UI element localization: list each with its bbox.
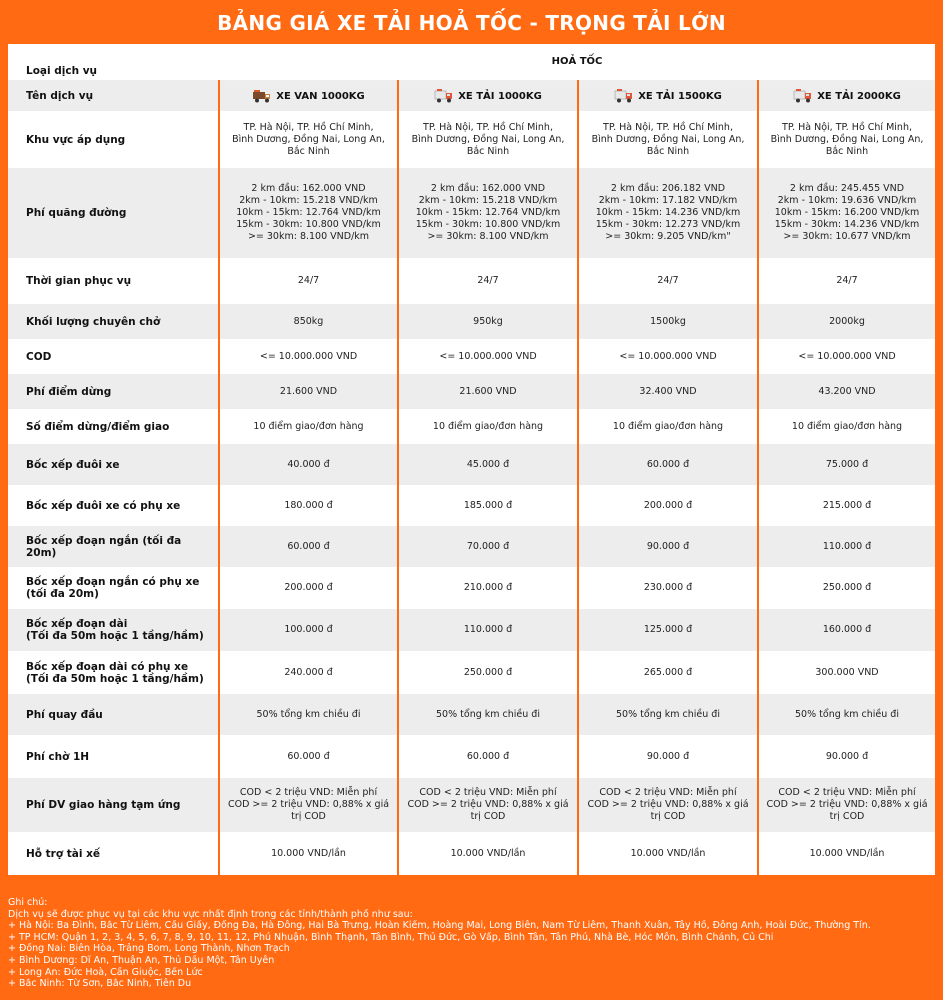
price-cell <box>219 609 398 651</box>
truck-icon <box>793 88 813 104</box>
price-cell <box>758 485 935 526</box>
row-label-line: Bốc xếp đuôi xe <box>26 458 120 471</box>
table-row <box>8 258 935 304</box>
price-cell <box>578 444 758 485</box>
price-cell-line: <= 10.000.000 VND <box>259 350 358 362</box>
price-cell <box>219 694 398 735</box>
row-label <box>8 778 219 832</box>
price-cell-line: 60.000 đ <box>466 750 510 762</box>
row-label <box>8 526 219 567</box>
price-cell-line: TP. Hà Nội, TP. Hồ Chí Minh, <box>603 121 733 133</box>
price-cell <box>578 735 758 778</box>
price-cell-line: 10km - 15km: 14.236 VND/km <box>595 207 741 218</box>
price-cell <box>219 567 398 609</box>
price-cell-line: 90.000 đ <box>646 540 690 552</box>
price-cell-line: Bắc Ninh <box>646 145 690 157</box>
price-cell-line: Bắc Ninh <box>287 145 330 157</box>
note-line: + Bắc Ninh: Từ Sơn, Bắc Ninh, Tiên Du <box>8 978 192 990</box>
row-label <box>8 304 219 339</box>
price-cell-line: 24/7 <box>297 275 320 286</box>
price-cell-line: 1500kg <box>650 315 686 327</box>
price-cell <box>219 444 398 485</box>
price-cell-line: Bắc Ninh <box>466 145 510 157</box>
price-cell-line: 250.000 đ <box>822 582 872 593</box>
price-cell <box>758 526 935 567</box>
price-cell <box>758 339 935 374</box>
row-label <box>8 258 219 304</box>
service-type-label: Loại dịch vụ <box>8 44 219 80</box>
price-cell <box>758 374 935 409</box>
table-row <box>8 409 935 444</box>
note-line: + Đồng Nai: Biên Hòa, Trảng Bom, Long Thành, Nhơn Trạch <box>8 943 290 955</box>
price-cell-line: 850kg <box>293 315 324 327</box>
service-name-1 <box>219 80 398 111</box>
price-cell-line: 2 km đầu: 162.000 VND <box>251 183 366 194</box>
price-cell-line: COD >= 2 triệu VND: 0,88% x giá trị COD <box>587 799 749 822</box>
price-cell-line: 70.000 đ <box>466 540 510 552</box>
price-cell <box>398 832 578 875</box>
price-cell-line: 32.400 VND <box>639 385 697 397</box>
price-cell <box>758 778 935 832</box>
price-cell-line: 200.000 đ <box>284 582 333 593</box>
price-cell-line: 10km - 15km: 12.764 VND/km <box>236 207 381 218</box>
price-cell <box>758 832 935 875</box>
price-cell <box>578 304 758 339</box>
price-cell <box>219 339 398 374</box>
notes-title: Ghi chú: <box>8 897 48 908</box>
price-cell-line: 60.000 đ <box>646 458 690 470</box>
row-label-line: Phí điểm dừng <box>26 385 112 398</box>
price-cell-line: 160.000 đ <box>822 624 872 635</box>
service-name-text: XE VAN 1000KG <box>276 90 365 102</box>
price-cell-line: 10 điểm giao/đơn hàng <box>253 420 364 432</box>
row-label-line: Bốc xếp đoạn ngắn có phụ xe <box>26 576 200 588</box>
table-row <box>8 304 935 339</box>
price-cell <box>758 444 935 485</box>
price-cell-line: 40.000 đ <box>287 458 330 470</box>
service-name-text: XE TẢI 2000KG <box>817 90 901 102</box>
price-cell <box>219 485 398 526</box>
row-label-line: Bốc xếp đoạn ngắn (tối đa 20m) <box>26 534 182 559</box>
row-label-line: Bốc xếp đuôi xe có phụ xe <box>26 499 181 512</box>
price-cell-line: 45.000 đ <box>466 458 510 470</box>
table-row <box>8 567 935 609</box>
price-cell-line: 250.000 đ <box>463 666 513 678</box>
row-label-line: Khu vực áp dụng <box>26 133 126 146</box>
price-cell <box>219 111 398 168</box>
row-label <box>8 339 219 374</box>
row-label-line: Bốc xếp đoạn dài <box>26 618 128 630</box>
price-cell <box>398 694 578 735</box>
price-cell <box>398 374 578 409</box>
price-cell-line: TP. Hà Nội, TP. Hồ Chí Minh, <box>423 121 553 133</box>
row-label-line: Phí quãng đường <box>26 207 127 219</box>
price-cell-line: 10.000 VND/lần <box>809 847 885 859</box>
price-cell-line: <= 10.000.000 VND <box>619 350 717 362</box>
price-cell-line: 60.000 đ <box>287 540 330 552</box>
row-label <box>8 735 219 778</box>
price-cell-line: 2 km đầu: 162.000 VND <box>430 183 546 194</box>
price-cell <box>219 168 398 258</box>
row-label-line: Phí chờ 1H <box>26 750 90 763</box>
row-label <box>8 111 219 168</box>
price-cell-line: COD >= 2 triệu VND: 0,88% x giá trị COD <box>227 799 390 822</box>
service-name-4 <box>758 80 935 111</box>
note-line: Dịch vụ sẽ được phục vụ tại các khu vực nhất định trong các tỉnh/thành phố như sau: <box>8 908 413 920</box>
price-cell <box>578 526 758 567</box>
price-cell <box>398 485 578 526</box>
header-row-service-name <box>8 80 935 111</box>
price-cell <box>219 778 398 832</box>
price-cell-line: 21.600 VND <box>459 385 517 397</box>
table-row <box>8 609 935 651</box>
price-cell <box>758 651 935 694</box>
price-cell <box>398 526 578 567</box>
price-cell-line: 100.000 đ <box>284 624 333 635</box>
price-cell-line: 10.000 VND/lần <box>271 847 346 859</box>
price-cell-line: 10.000 VND/lần <box>450 847 526 859</box>
price-cell <box>398 567 578 609</box>
price-cell-line: COD < 2 triệu VND: Miễn phí <box>599 787 737 798</box>
row-label-line: COD <box>26 350 52 363</box>
row-label-line: Phí quay đầu <box>26 708 103 721</box>
price-cell <box>398 651 578 694</box>
price-cell <box>758 111 935 168</box>
price-cell <box>758 609 935 651</box>
price-cell <box>398 339 578 374</box>
service-name-text: XE TẢI 1500KG <box>638 90 722 102</box>
price-cell-line: 75.000 đ <box>825 458 869 470</box>
price-cell-line: <= 10.000.000 VND <box>439 350 537 362</box>
price-table <box>8 44 935 875</box>
table-row <box>8 735 935 778</box>
table-row <box>8 111 935 168</box>
price-cell-line: <= 10.000.000 VND <box>798 350 896 362</box>
price-cell-line: 10.000 VND/lần <box>630 847 706 859</box>
price-cell-line: 50% tổng km chiều đi <box>256 708 361 720</box>
row-label-line: Bốc xếp đoạn dài có phụ xe <box>26 660 189 673</box>
price-cell-line: 90.000 đ <box>825 750 869 762</box>
price-cell-line: COD < 2 triệu VND: Miễn phí <box>419 787 557 798</box>
price-cell <box>578 485 758 526</box>
row-label-line: Phí DV giao hàng tạm ứng <box>26 799 181 811</box>
price-cell-line: 2km - 10km: 15.218 VND/km <box>239 195 378 206</box>
service-name-2 <box>398 80 578 111</box>
price-cell-line: 15km - 30km: 14.236 VND/km <box>774 219 920 230</box>
price-cell-line: 24/7 <box>657 275 679 286</box>
row-label <box>8 444 219 485</box>
row-label <box>8 832 219 875</box>
price-cell <box>219 304 398 339</box>
price-table-container <box>8 44 935 875</box>
service-name-3 <box>578 80 758 111</box>
price-cell <box>758 304 935 339</box>
price-cell-line: 10km - 15km: 12.764 VND/km <box>415 207 561 218</box>
price-cell-line: 15km - 30km: 10.800 VND/km <box>236 219 381 230</box>
price-cell <box>398 609 578 651</box>
row-label-line: (Tối đa 50m hoặc 1 tầng/hầm) <box>26 672 204 685</box>
table-row <box>8 526 935 567</box>
price-cell <box>758 168 935 258</box>
price-cell-line: >= 30km: 8.100 VND/km <box>247 231 370 242</box>
price-cell <box>758 409 935 444</box>
price-cell-line: 21.600 VND <box>279 385 338 397</box>
price-cell-line: Bình Dương, Đồng Nai, Long An, <box>411 133 565 145</box>
price-cell-line: 265.000 đ <box>643 666 693 678</box>
price-cell-line: 185.000 đ <box>463 499 513 511</box>
price-cell-line: 230.000 đ <box>643 582 693 593</box>
price-cell-line: Bình Dương, Đồng Nai, Long An, <box>591 133 745 145</box>
price-cell <box>398 111 578 168</box>
price-cell <box>578 111 758 168</box>
price-cell <box>758 694 935 735</box>
price-cell <box>758 567 935 609</box>
price-cell-line: 90.000 đ <box>646 750 690 762</box>
price-cell-line: 215.000 đ <box>822 499 872 511</box>
price-cell-line: 2 km đầu: 206.182 VND <box>610 183 726 194</box>
price-cell <box>219 526 398 567</box>
row-label <box>8 694 219 735</box>
price-cell-line: COD < 2 triệu VND: Miễn phí <box>778 787 916 798</box>
price-cell-line: 10 điểm giao/đơn hàng <box>791 420 903 432</box>
row-label <box>8 168 219 258</box>
price-cell <box>219 374 398 409</box>
price-cell-line: >= 30km: 10.677 VND/km <box>783 231 911 242</box>
notes-section <box>8 897 935 990</box>
price-cell-line: 2km - 10km: 15.218 VND/km <box>418 195 558 206</box>
row-label <box>8 567 219 609</box>
price-cell-line: >= 30km: 9.205 VND/km" <box>605 231 731 242</box>
price-cell <box>578 339 758 374</box>
price-cell <box>578 778 758 832</box>
price-cell-line: 50% tổng km chiều đi <box>795 708 899 720</box>
price-cell-line: COD < 2 triệu VND: Miễn phí <box>239 787 378 798</box>
table-row <box>8 485 935 526</box>
price-cell-line: 2000kg <box>829 315 865 327</box>
price-cell <box>219 735 398 778</box>
price-cell-line: COD >= 2 triệu VND: 0,88% x giá trị COD <box>407 799 569 822</box>
page-title: BẢNG GIÁ XE TẢI HOẢ TỐC - TRỌNG TẢI LỚN <box>217 11 726 35</box>
price-cell <box>578 409 758 444</box>
price-cell <box>219 651 398 694</box>
price-cell <box>219 258 398 304</box>
row-label-line: Thời gian phục vụ <box>26 275 132 287</box>
price-cell <box>578 168 758 258</box>
price-cell <box>219 409 398 444</box>
row-label-line: Số điểm dừng/điểm giao <box>26 420 170 433</box>
price-cell <box>578 651 758 694</box>
price-cell-line: 10 điểm giao/đơn hàng <box>432 420 544 432</box>
price-cell <box>578 567 758 609</box>
price-cell-line: 2km - 10km: 19.636 VND/km <box>777 195 917 206</box>
price-cell-line: 240.000 đ <box>284 666 333 678</box>
price-cell-line: TP. Hà Nội, TP. Hồ Chí Minh, <box>782 121 912 133</box>
row-label <box>8 651 219 694</box>
table-row <box>8 651 935 694</box>
row-label <box>8 409 219 444</box>
price-cell-line: 210.000 đ <box>463 582 513 593</box>
price-cell-line: 110.000 đ <box>463 624 513 635</box>
price-cell <box>578 694 758 735</box>
price-cell <box>578 832 758 875</box>
price-cell <box>578 374 758 409</box>
row-label <box>8 609 219 651</box>
truck-icon <box>614 88 634 104</box>
price-cell-line: 125.000 đ <box>643 624 693 635</box>
note-line: + Bình Dương: Dĩ An, Thuận An, Thủ Dầu Một, Tân Uyên <box>8 954 275 966</box>
table-row <box>8 778 935 832</box>
note-line: + TP HCM: Quận 1, 2, 3, 4, 5, 6, 7, 8, 9, 10, 11, 12, Phú Nhuận, Bình Thạnh, Tân Bình, Thủ Đức, Gò Vấp, Bình Tân, Tân Phú, Nhà Bè, Hóc Môn, Bình Chánh, Củ Chi <box>8 931 774 943</box>
price-cell-line: 2km - 10km: 17.182 VND/km <box>598 195 738 206</box>
price-cell <box>398 258 578 304</box>
price-cell-line: 950kg <box>473 315 503 327</box>
table-row <box>8 694 935 735</box>
price-cell-line: 15km - 30km: 12.273 VND/km <box>595 219 741 230</box>
price-cell-line: 110.000 đ <box>822 540 872 552</box>
header-row-service-type <box>8 44 935 80</box>
price-cell <box>578 258 758 304</box>
table-row <box>8 374 935 409</box>
service-type-value: HOẢ TỐC <box>219 44 935 80</box>
price-cell-line: Bình Dương, Đồng Nai, Long An, <box>232 133 385 145</box>
price-cell-line: 2 km đầu: 245.455 VND <box>789 183 905 194</box>
price-cell-line: 300.000 VND <box>815 666 879 678</box>
price-cell-line: COD >= 2 triệu VND: 0,88% x giá trị COD <box>766 799 928 822</box>
note-line: + Long An: Đức Hoà, Cần Giuộc, Bến Lức <box>8 966 203 978</box>
price-cell <box>398 735 578 778</box>
price-cell-line: 43.200 VND <box>818 385 876 397</box>
price-cell-line: Bình Dương, Đồng Nai, Long An, <box>770 133 924 145</box>
table-row <box>8 444 935 485</box>
row-label-line: (Tối đa 50m hoặc 1 tầng/hầm) <box>26 630 204 642</box>
price-cell <box>758 258 935 304</box>
price-cell <box>398 304 578 339</box>
row-label-line: (tối đa 20m) <box>26 588 99 600</box>
table-row <box>8 832 935 875</box>
price-cell <box>578 609 758 651</box>
price-cell-line: >= 30km: 8.100 VND/km <box>427 231 549 242</box>
row-label <box>8 374 219 409</box>
price-cell-line: 15km - 30km: 10.800 VND/km <box>415 219 561 230</box>
price-cell-line: 10 điểm giao/đơn hàng <box>612 420 724 432</box>
price-cell <box>219 832 398 875</box>
price-cell <box>758 735 935 778</box>
price-cell-line: 50% tổng km chiều đi <box>616 708 720 720</box>
price-cell-line: Bắc Ninh <box>825 145 869 157</box>
price-cell-line: TP. Hà Nội, TP. Hồ Chí Minh, <box>243 121 374 133</box>
price-cell-line: 180.000 đ <box>284 499 333 511</box>
row-label-line: Hỗ trợ tài xế <box>26 847 100 860</box>
row-label <box>8 485 219 526</box>
service-name-text: XE TẢI 1000KG <box>458 90 542 102</box>
price-cell-line: 200.000 đ <box>643 499 693 511</box>
price-cell <box>398 409 578 444</box>
table-row <box>8 339 935 374</box>
price-cell-line: 24/7 <box>477 275 499 286</box>
price-cell-line: 60.000 đ <box>287 750 330 762</box>
price-cell <box>398 778 578 832</box>
service-name-label: Tên dịch vụ <box>8 80 219 111</box>
row-label-line: Khối lượng chuyên chở <box>26 315 161 328</box>
price-cell-line: 10km - 15km: 16.200 VND/km <box>774 207 920 218</box>
price-cell <box>398 168 578 258</box>
price-cell-line: 24/7 <box>836 275 858 286</box>
price-cell <box>398 444 578 485</box>
truck-icon <box>434 88 454 104</box>
van-icon <box>252 88 272 104</box>
note-line: + Hà Nội: Ba Đình, Bắc Từ Liêm, Cầu Giấy, Đống Đa, Hà Đông, Hai Bà Trưng, Hoàn Kiếm, Hoàng Mai, Long Biên, Nam Từ Liêm, Thanh Xuân, Tây Hồ, Đông Anh, Hoài Đức, Thường Tín. <box>8 920 871 932</box>
table-row <box>8 168 935 258</box>
price-cell-line: 50% tổng km chiều đi <box>436 708 540 720</box>
